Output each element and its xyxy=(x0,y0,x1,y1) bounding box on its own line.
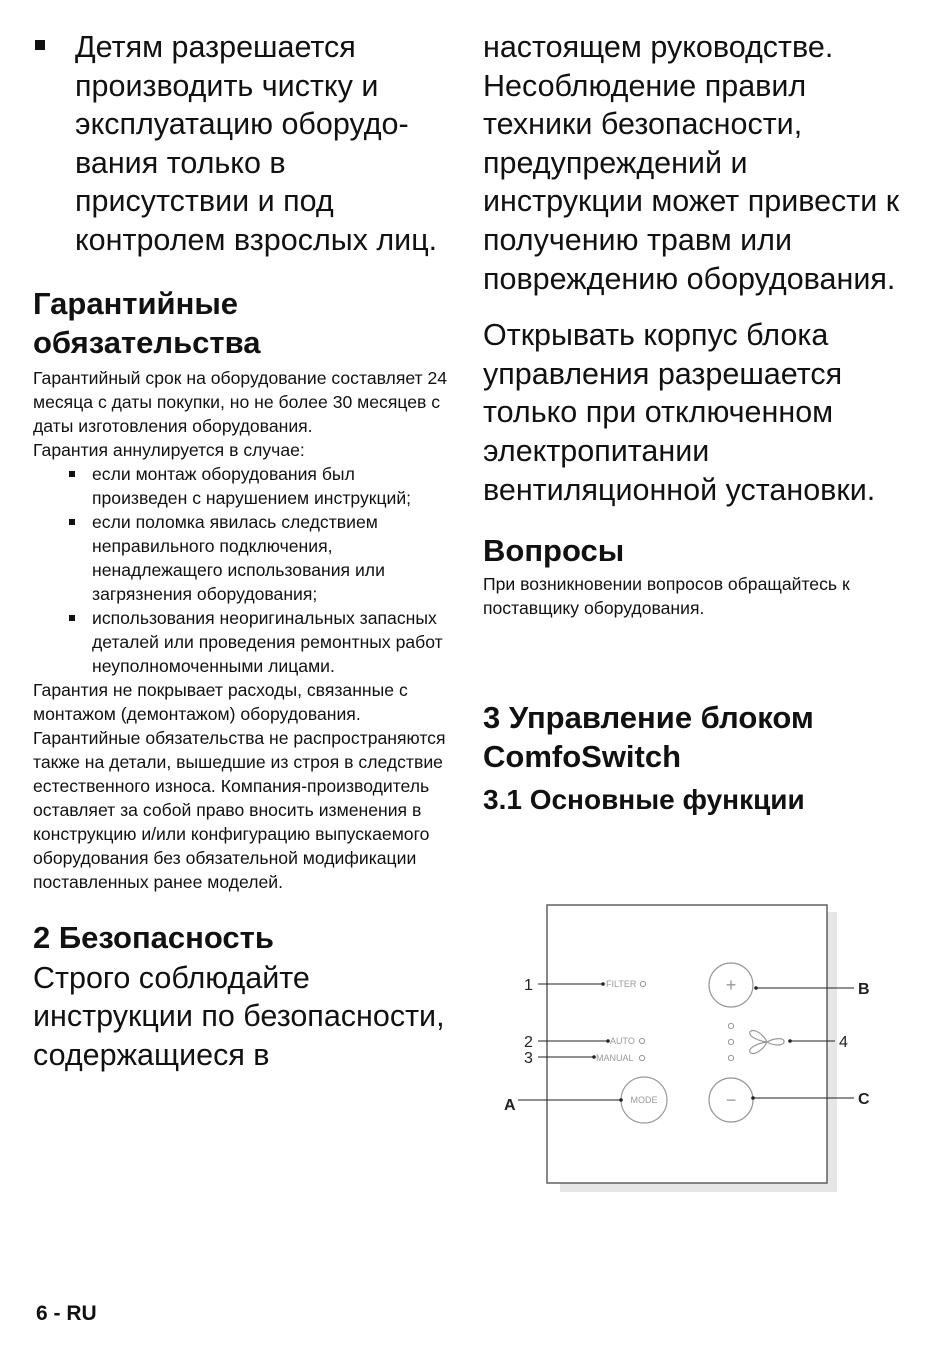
list-item: если поломка явилась следствием неправильного подключения, ненадлежащего использования или загрязнения оборудования; xyxy=(33,510,448,606)
filter-label: FILTER xyxy=(606,979,637,989)
callout-2: 2 xyxy=(524,1034,533,1051)
functions-heading: 3.1 Основные функции xyxy=(483,784,805,816)
left-column xyxy=(33,28,448,1074)
page-footer: 6 - RU xyxy=(36,1302,97,1325)
callout-b: B xyxy=(858,981,870,998)
safety-text: Строго соблюдайте инструкции по безопасности, содержащиеся в xyxy=(33,960,445,1072)
minus-icon: − xyxy=(725,1090,737,1110)
warranty-note: Гарантия не покрывает расходы, связанные с монтажом (демонтажом) оборудования. Гарантийные обязательства не распространяются также на детали, вышедшие из строя в следствие естественного износа. Компания-производитель оставляет за собой право вносить изменения в конструкцию и/или конфигурацию выпускаемого оборудования без обязательной модификации поставленных ранее моделей. xyxy=(33,679,446,892)
housing-text: Открывать корпус блока управления разрешается только при отключенном электропитании вентиляционной установки. xyxy=(483,318,876,507)
mode-label: MODE xyxy=(630,1095,658,1105)
control-panel xyxy=(547,905,827,1183)
warranty-intro: Гарантийный срок на оборудование составляет 24 месяца с даты покупки, но не более 30 месяцев с даты изготовления оборудования. xyxy=(33,367,448,436)
auto-label: AUTO xyxy=(610,1036,635,1046)
callout-3: 3 xyxy=(524,1050,533,1067)
callout-a: A xyxy=(504,1097,516,1114)
right-column xyxy=(483,28,913,818)
callout-4: 4 xyxy=(839,1034,848,1051)
comfoswitch-diagram xyxy=(500,900,880,1200)
questions-heading: Вопросы xyxy=(483,533,625,569)
control-heading: 3 Управление блоком ComfoSwitch xyxy=(483,700,814,775)
list-item: если монтаж оборудования был произведен с нарушением инструкций; xyxy=(33,462,448,510)
safety-continued: настоящем руководстве. Несоблюдение правил техники безопасности, предупреждений и инструкции может привести к получению травм или повреждению оборудования. xyxy=(483,30,900,296)
safety-heading: 2 Безопасность xyxy=(33,919,274,955)
manual-label: MANUAL xyxy=(596,1053,634,1063)
warranty-void-intro: Гарантия аннулируется в случае: xyxy=(33,439,305,460)
callout-c: C xyxy=(858,1091,870,1108)
list-item: использования неоригинальных запасных деталей или проведения ремонтных работ неуполномоченными лицами. xyxy=(33,606,448,678)
warranty-heading: Гарантийные обязательства xyxy=(33,285,261,360)
children-bullet: Детям разрешается производить чистку и эксплуатацию оборудо-вания только в присутствии и под контролем взрослых лиц. xyxy=(33,28,448,260)
warranty-void-list xyxy=(33,462,448,678)
callout-1: 1 xyxy=(524,977,533,994)
plus-icon: + xyxy=(725,975,737,995)
questions-text: При возникновении вопросов обращайтесь к поставщику оборудования. xyxy=(483,574,850,619)
